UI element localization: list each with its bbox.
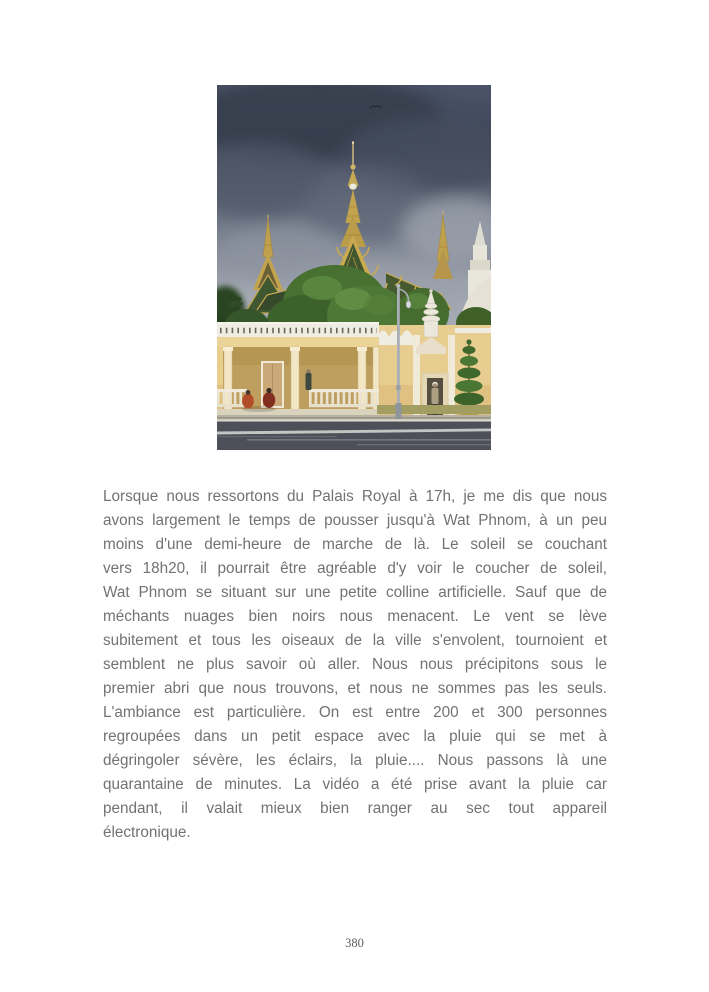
paragraph bbox=[103, 485, 607, 845]
text-line: électronique. bbox=[103, 824, 191, 841]
page-number: 380 bbox=[345, 936, 364, 950]
palace-photo bbox=[217, 85, 491, 450]
text-line: premier abri que nous trouvons, et nous ne sommes pas les seuls. bbox=[103, 680, 607, 697]
text-line: semblent ne plus savoir où aller. Nous nous précipitons sous le bbox=[103, 656, 607, 673]
text-line: Lorsque nous ressortons du Palais Royal à 17h, je me dis que nous bbox=[103, 488, 607, 505]
text-line: dégringoler sévère, les éclairs, la pluie.... Nous passons là une bbox=[103, 752, 607, 769]
colonnade bbox=[217, 337, 379, 418]
text-line: vers 18h20, il pourrait être agréable d'y voir le coucher de soleil, bbox=[103, 560, 607, 577]
text-line: Wat Phnom se situant sur une petite colline artificielle. Sauf que de bbox=[103, 584, 607, 601]
text-line: subitement et tous les oiseaux de la ville s'envolent, tournoient et bbox=[103, 632, 607, 649]
text-line: pendant, il valait mieux bien ranger au sec tout appareil bbox=[103, 800, 607, 817]
text-line: regroupées dans un petit espace avec la pluie qui se met à bbox=[103, 728, 607, 745]
text-line: moins d'une demi-heure de marche de là. Le soleil se couchant bbox=[103, 536, 607, 553]
palace-photo-graphic bbox=[217, 85, 491, 450]
text-line: avons largement le temps de pousser jusqu'à Wat Phnom, à un peu bbox=[103, 512, 607, 529]
text-line: méchants nuages bien noirs nous menacent. Le vent se lève bbox=[103, 608, 607, 625]
text-line: quarantaine de minutes. La vidéo a été prise avant la pluie car bbox=[103, 776, 607, 793]
text-line: L'ambiance est particulière. On est entre 200 et 300 personnes bbox=[103, 704, 607, 721]
